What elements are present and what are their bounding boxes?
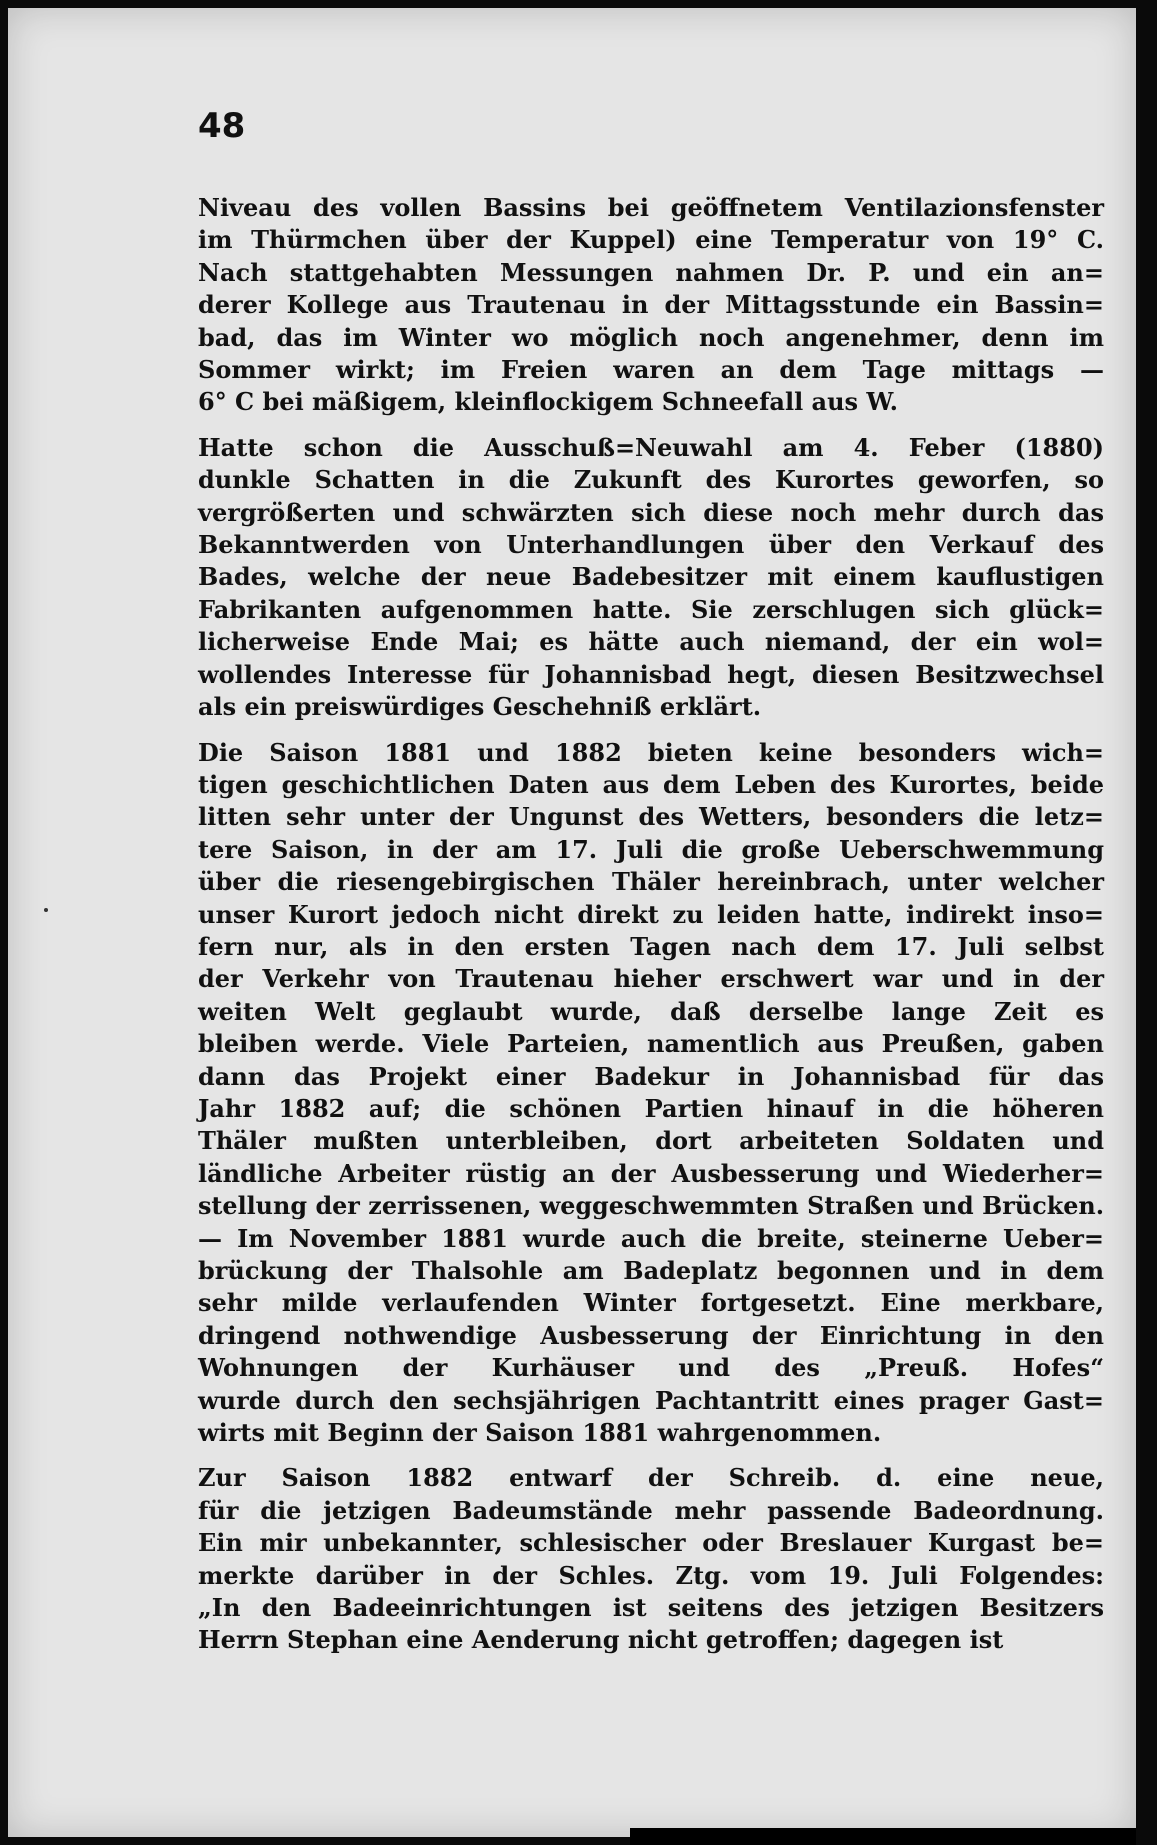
text-line: sehr milde verlaufenden Winter fortgesetzt. Eine merkbare, xyxy=(198,1288,1104,1318)
text-line: weiten Welt geglaubt wurde, daß derselbe lange Zeit es xyxy=(198,996,1104,1026)
body-text xyxy=(198,192,1104,1657)
text-line: tere Saison, in der am 17. Juli die große Ueberschwemmung xyxy=(198,834,1104,864)
text-line: Nach stattgehabten Messungen nahmen Dr. P. und ein an= xyxy=(198,257,1104,287)
scan-shadow xyxy=(630,1828,1136,1845)
text-line: „In den Badeeinrichtungen ist seitens des jetzigen Besitzers xyxy=(198,1593,1104,1623)
text-line: stellung der zerrissenen, weggeschwemmten Straßen und Brücken. xyxy=(198,1192,1104,1221)
text-line: wirts mit Beginn der Saison 1881 wahrgenommen. xyxy=(198,1418,882,1448)
text-line: dunkle Schatten in die Zukunft des Kurortes geworfen, so xyxy=(198,465,1104,495)
text-line: Wohnungen der Kurhäuser und des „Preuß. Hofes“ xyxy=(198,1353,1104,1383)
text-line: Bekanntwerden von Unterhandlungen über den Verkauf des xyxy=(198,530,1104,560)
page-number: 48 xyxy=(198,106,246,146)
book-page xyxy=(8,8,1136,1837)
text-line: Bades, welche der neue Badebesitzer mit einem kauflustigen xyxy=(198,562,1104,592)
text-line: — Im November 1881 wurde auch die breite, steinerne Ueber= xyxy=(198,1223,1104,1253)
text-line: der Verkehr von Trautenau hieher erschwert war und in der xyxy=(198,964,1104,994)
text-line: für die jetzigen Badeumstände mehr passende Badeordnung. xyxy=(198,1495,1104,1525)
paragraph xyxy=(198,192,1104,419)
text-line: dann das Projekt einer Badekur in Johannisbad für das xyxy=(198,1061,1104,1091)
text-line: 6° C bei mäßigem, kleinflockigem Schneefall aus W. xyxy=(198,387,898,417)
text-line: licherweise Ende Mai; es hätte auch niemand, der ein wol= xyxy=(198,627,1104,657)
text-line: dringend nothwendige Ausbesserung der Einrichtung in den xyxy=(198,1320,1104,1350)
text-line: Niveau des vollen Bassins bei geöffnetem Ventilazionsfenster xyxy=(198,193,1104,222)
text-line: Ein mir unbekannter, schlesischer oder Breslauer Kurgast be= xyxy=(198,1528,1104,1558)
text-line: im Thürmchen über der Kuppel) eine Temperatur von 19° C. xyxy=(198,225,1104,255)
paragraph xyxy=(198,737,1104,1450)
text-line: tigen geschichtlichen Daten aus dem Leben des Kurortes, beide xyxy=(198,769,1104,799)
text-line: fern nur, als in den ersten Tagen nach dem 17. Juli selbst xyxy=(198,931,1104,961)
text-line: Die Saison 1881 und 1882 bieten keine besonders wich= xyxy=(198,737,1104,767)
text-line: derer Kollege aus Trautenau in der Mittagsstunde ein Bassin= xyxy=(198,290,1104,320)
text-line: über die riesengebirgischen Thäler hereinbrach, unter welcher xyxy=(198,867,1104,897)
text-line: bleiben werde. Viele Parteien, namentlich aus Preußen, gaben xyxy=(198,1029,1104,1059)
scan-speck xyxy=(44,908,48,912)
text-line: vergrößerten und schwärzten sich diese noch mehr durch das xyxy=(198,497,1104,527)
text-line: litten sehr unter der Ungunst des Wetters, besonders die letz= xyxy=(198,802,1104,832)
text-line: Hatte schon die Ausschuß=Neuwahl am 4. Feber (1880) xyxy=(198,432,1104,462)
text-line: Zur Saison 1882 entwarf der Schreib. d. eine neue, xyxy=(198,1463,1104,1493)
text-line: merkte darüber in der Schles. Ztg. vom 19. Juli Folgendes: xyxy=(198,1560,1104,1590)
text-line: als ein preiswürdiges Geschehniß erklärt. xyxy=(198,692,762,722)
text-line: Jahr 1882 auf; die schönen Partien hinauf in die höheren xyxy=(198,1093,1104,1123)
text-line: Thäler mußten unterbleiben, dort arbeiteten Soldaten und xyxy=(198,1126,1104,1156)
text-line: ländliche Arbeiter rüstig an der Ausbesserung und Wiederher= xyxy=(198,1158,1104,1188)
paragraph xyxy=(198,1462,1104,1656)
text-line: Fabrikanten aufgenommen hatte. Sie zerschlugen sich glück= xyxy=(198,594,1104,624)
text-line: brückung der Thalsohle am Badeplatz begonnen und in dem xyxy=(198,1256,1104,1285)
text-line: wollendes Interesse für Johannisbad hegt, diesen Besitzwechsel xyxy=(198,659,1104,689)
text-line: Herrn Stephan eine Aenderung nicht getroffen; dagegen ist xyxy=(198,1625,1004,1655)
paragraph xyxy=(198,432,1104,724)
text-line: unser Kurort jedoch nicht direkt zu leiden hatte, indirekt inso= xyxy=(198,899,1104,929)
text-line: bad, das im Winter wo möglich noch angenehmer, denn im xyxy=(198,322,1104,352)
text-line: wurde durch den sechsjährigen Pachtantritt eines prager Gast= xyxy=(198,1385,1104,1415)
text-line: Sommer wirkt; im Freien waren an dem Tage mittags — xyxy=(198,355,1104,385)
